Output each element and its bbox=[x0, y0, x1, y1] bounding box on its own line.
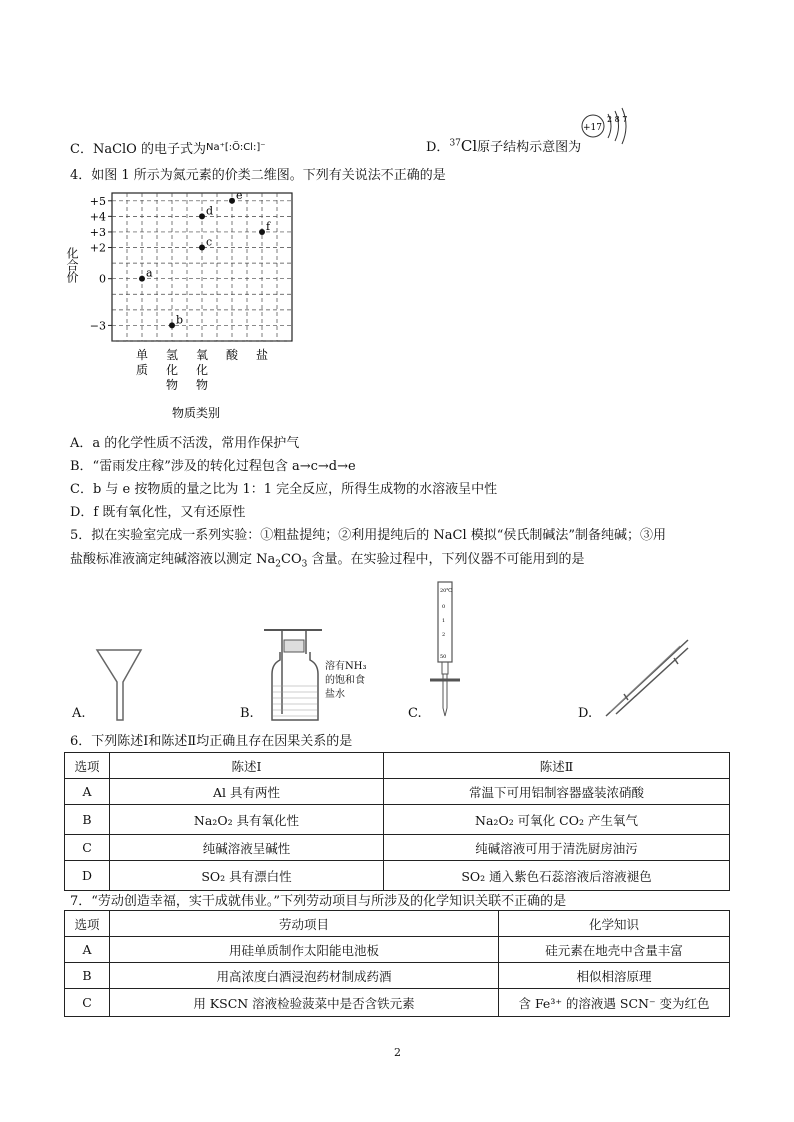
q6-header-row bbox=[65, 753, 730, 779]
point-f bbox=[259, 229, 265, 235]
table-cell: 常温下可用铝制容器盛装浓硝酸 bbox=[384, 779, 730, 805]
chart-ylabel: 化合价 bbox=[65, 247, 79, 283]
x-tick-label: 氧 bbox=[195, 348, 209, 362]
table-cell: Na₂O₂ 可氧化 CO₂ 产生氧气 bbox=[384, 805, 730, 835]
q5-stem-line1: 5．拟在实验室完成一系列实验：①粗盐提纯；②利用提纯后的 NaCl 模拟“侯氏制碱法”制备纯碱；③用 bbox=[70, 528, 667, 543]
table-row bbox=[65, 805, 730, 835]
y-tick-label: −3 bbox=[89, 319, 106, 333]
point-label-b: b bbox=[176, 313, 184, 327]
bottle-label bbox=[325, 660, 366, 702]
funnel-drawing bbox=[95, 648, 145, 723]
q4-option-a: A．a 的化学性质不活泼，常用作保护气 bbox=[70, 436, 300, 451]
burette-mark-0: 0 bbox=[442, 604, 446, 610]
burette-mark-50: 50 bbox=[440, 654, 447, 660]
table-row bbox=[65, 937, 730, 963]
x-tick-label: 物 bbox=[165, 378, 179, 392]
chart-x-ticks bbox=[136, 347, 268, 392]
table-cell: B bbox=[65, 805, 110, 835]
table-row bbox=[65, 989, 730, 1017]
table-cell: Na₂O₂ 具有氧化性 bbox=[110, 805, 384, 835]
page-number: 2 bbox=[394, 1046, 401, 1059]
q6-header-stmt1: 陈述Ⅰ bbox=[110, 753, 384, 779]
table-cell: Al 具有两性 bbox=[110, 779, 384, 805]
q7-header-knowledge: 化学知识 bbox=[499, 911, 730, 937]
table-cell: A bbox=[65, 779, 110, 805]
condenser-drawing bbox=[602, 636, 692, 721]
burette-drawing bbox=[426, 580, 466, 720]
y-tick-label: 0 bbox=[99, 272, 106, 286]
naclo-electron-formula: Na⁺[:Ö:Cl:]⁻ bbox=[205, 142, 266, 153]
table-row bbox=[65, 963, 730, 989]
valence-class-chart bbox=[65, 185, 300, 430]
q3-isotope-mass: 37 bbox=[449, 138, 461, 149]
table-cell: 用 KSCN 溶液检验菠菜中是否含铁元素 bbox=[110, 989, 499, 1017]
bottle-label-line1: 溶有NH₃ bbox=[325, 661, 367, 672]
q4-option-c: C．b 与 e 按物质的量之比为 1：1 完全反应，所得生成物的水溶液呈中性 bbox=[70, 482, 498, 497]
x-tick-label: 盐 bbox=[255, 348, 269, 362]
bottle-label-line3: 盐水 bbox=[325, 689, 345, 700]
q3-element: Cl bbox=[460, 137, 478, 155]
cl-atom-diagram bbox=[578, 108, 638, 158]
q6-header-option: 选项 bbox=[65, 753, 110, 779]
atom-nucleus: +17 bbox=[583, 123, 602, 133]
table-cell: 纯碱溶液可用于清洗厨房油污 bbox=[384, 835, 730, 861]
q3-option-c bbox=[70, 138, 266, 157]
q4-stem: 4．如图 1 所示为氮元素的价类二维图。下列有关说法不正确的是 bbox=[70, 168, 446, 183]
q4-option-d: D．f 既有氧化性，又有还原性 bbox=[70, 505, 246, 520]
q5-sub2: 3 bbox=[301, 559, 308, 570]
table-cell: D bbox=[65, 861, 110, 891]
y-tick-label: +3 bbox=[89, 225, 106, 239]
q6-header-stmt2: 陈述Ⅱ bbox=[384, 753, 730, 779]
atom-shells: 2 8 7 bbox=[607, 115, 628, 124]
q7-header-option: 选项 bbox=[65, 911, 110, 937]
point-c bbox=[199, 245, 205, 251]
point-e bbox=[229, 198, 235, 204]
chart-xlabel: 物质类别 bbox=[172, 406, 221, 420]
table-cell: SO₂ 具有漂白性 bbox=[110, 861, 384, 891]
q7-stem: 7．“劳动创造幸福，实干成就伟业。”下列劳动项目与所涉及的化学知识关联不正确的是 bbox=[70, 894, 567, 909]
point-label-f: f bbox=[266, 219, 271, 233]
q7-header-row bbox=[65, 911, 730, 937]
burette-mark-2: 2 bbox=[442, 632, 446, 638]
q5-text-post: 含量。在实验过程中，下列仪器不可能用到的是 bbox=[307, 552, 585, 567]
x-tick-label: 酸 bbox=[225, 348, 239, 362]
q5-sub1: 2 bbox=[275, 559, 281, 570]
y-tick-label: +2 bbox=[89, 241, 106, 255]
chart-points bbox=[139, 189, 271, 329]
q5-label-b: B. bbox=[240, 706, 254, 721]
table-cell: A bbox=[65, 937, 110, 963]
y-tick-label: +4 bbox=[89, 210, 106, 224]
q5-text-mid: CO bbox=[281, 552, 302, 567]
table-row bbox=[65, 835, 730, 861]
chart-y-ticks bbox=[90, 195, 112, 333]
table-cell: C bbox=[65, 835, 110, 861]
burette-mark-1: 1 bbox=[442, 618, 446, 624]
table-row bbox=[65, 779, 730, 805]
q5-text-pre: 盐酸标准液滴定纯碱溶液以测定 Na bbox=[70, 552, 276, 567]
x-tick-label: 氢 bbox=[165, 348, 179, 362]
x-tick-label: 化 bbox=[165, 363, 179, 377]
table-cell: 硅元素在地壳中含量丰富 bbox=[499, 937, 730, 963]
point-a bbox=[139, 276, 145, 282]
bottle-label-line2: 的饱和食 bbox=[325, 675, 365, 686]
q5-label-d: D. bbox=[578, 706, 593, 721]
x-tick-label: 单 bbox=[135, 348, 149, 362]
table-cell: 相似相溶原理 bbox=[499, 963, 730, 989]
point-label-c: c bbox=[206, 235, 213, 249]
table-cell: 用高浓度白酒浸泡药材制成药酒 bbox=[110, 963, 499, 989]
table-cell: 用硅单质制作太阳能电池板 bbox=[110, 937, 499, 963]
gas-washing-bottle-drawing bbox=[262, 624, 332, 724]
q7-header-labor: 劳动项目 bbox=[110, 911, 499, 937]
x-tick-label: 化 bbox=[195, 363, 209, 377]
q6-stem: 6．下列陈述Ⅰ和陈述Ⅱ均正确且存在因果关系的是 bbox=[70, 734, 353, 749]
table-cell: SO₂ 通入紫色石蕊溶液后溶液褪色 bbox=[384, 861, 730, 891]
q6-table bbox=[64, 752, 730, 891]
q7-table bbox=[64, 910, 730, 1017]
x-tick-label: 质 bbox=[135, 363, 149, 377]
q3-option-d-prefix: D． bbox=[426, 140, 450, 155]
q5-label-a: A. bbox=[72, 706, 86, 721]
q5-stem-line2 bbox=[70, 548, 584, 570]
table-cell: 纯碱溶液呈碱性 bbox=[110, 835, 384, 861]
q3-option-d bbox=[426, 136, 581, 155]
point-b bbox=[169, 322, 175, 328]
table-cell: B bbox=[65, 963, 110, 989]
point-label-d: d bbox=[206, 204, 214, 218]
q5-label-c: C. bbox=[408, 706, 422, 721]
point-d bbox=[199, 213, 205, 219]
y-tick-label: +5 bbox=[89, 194, 106, 208]
x-tick-label: 物 bbox=[195, 378, 209, 392]
table-row bbox=[65, 861, 730, 891]
q3-option-d-text: 原子结构示意图为 bbox=[477, 140, 582, 155]
burette-mark-temp: 20℃ bbox=[440, 588, 452, 594]
table-cell: C bbox=[65, 989, 110, 1017]
point-label-e: e bbox=[236, 188, 243, 202]
q4-option-b: B．“雷雨发庄稼”涉及的转化过程包含 a→c→d→e bbox=[70, 459, 356, 474]
q3-option-c-text: C．NaClO 的电子式为 bbox=[70, 142, 206, 157]
point-label-a: a bbox=[146, 266, 153, 280]
table-cell: 含 Fe³⁺ 的溶液遇 SCN⁻ 变为红色 bbox=[499, 989, 730, 1017]
